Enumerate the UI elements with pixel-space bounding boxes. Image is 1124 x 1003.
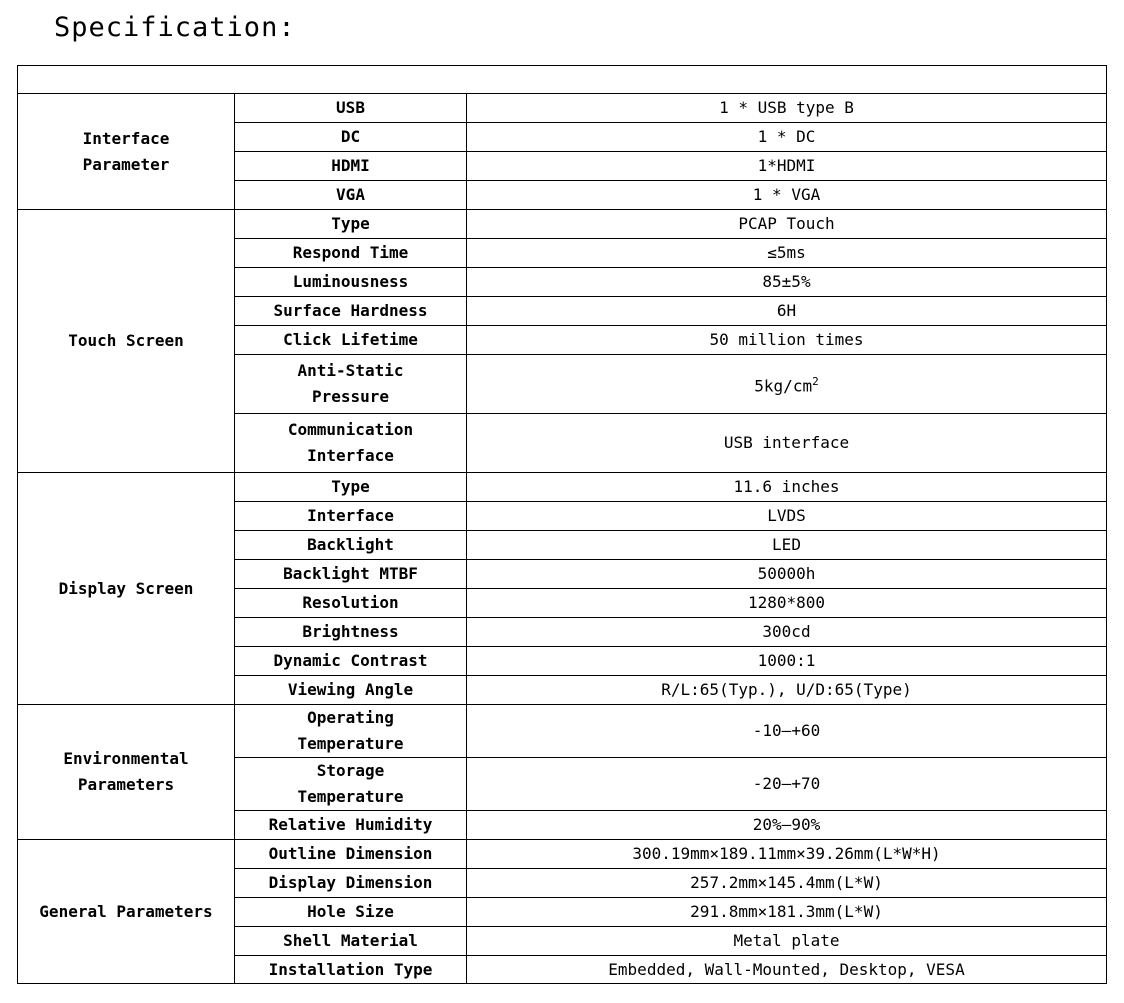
spec-label <box>235 705 467 758</box>
spec-label: DC <box>235 123 467 152</box>
spec-label-line: Pressure <box>311 387 390 406</box>
spec-label: Outline Dimension <box>235 840 467 869</box>
table-row <box>18 473 1107 502</box>
group-cell-touch-screen <box>18 210 235 473</box>
table-row <box>18 94 1107 123</box>
spec-label-line: Anti-Static <box>297 361 404 380</box>
spec-label <box>235 355 467 414</box>
spec-value: Embedded, Wall-Mounted, Desktop, VESA <box>467 956 1107 984</box>
spec-label: Resolution <box>235 589 467 618</box>
spec-label: Dynamic Contrast <box>235 647 467 676</box>
spec-value <box>467 355 1107 414</box>
spec-label: Backlight MTBF <box>235 560 467 589</box>
spec-value: -20—+70 <box>467 758 1107 811</box>
spec-label-line: Communication <box>287 420 414 439</box>
spec-value: ≤5ms <box>467 239 1107 268</box>
spec-label: HDMI <box>235 152 467 181</box>
spec-label-line: Temperature <box>297 734 404 753</box>
spec-label: Backlight <box>235 531 467 560</box>
spec-value: 1 * VGA <box>467 181 1107 210</box>
spec-value: 1*HDMI <box>467 152 1107 181</box>
spec-value: LED <box>467 531 1107 560</box>
spec-label <box>235 414 467 473</box>
spec-value: 257.2mm×145.4mm(L*W) <box>467 869 1107 898</box>
spec-label: Shell Material <box>235 927 467 956</box>
group-cell-display-screen <box>18 473 235 705</box>
spec-value: 50000h <box>467 560 1107 589</box>
spec-label: USB <box>235 94 467 123</box>
spec-label-line: Operating <box>307 708 394 727</box>
spec-label: Hole Size <box>235 898 467 927</box>
spec-value: R/L:65(Typ.), U/D:65(Type) <box>467 676 1107 705</box>
spec-value: 1280*800 <box>467 589 1107 618</box>
spec-value: 20%—90% <box>467 811 1107 840</box>
spec-value: 300.19mm×189.11mm×39.26mm(L*W*H) <box>467 840 1107 869</box>
spec-label: Viewing Angle <box>235 676 467 705</box>
spec-value: 11.6 inches <box>467 473 1107 502</box>
spec-value: USB interface <box>467 414 1107 473</box>
blank-header-cell <box>18 66 1107 94</box>
spec-label: Click Lifetime <box>235 326 467 355</box>
group-cell-interface-parameter <box>18 94 235 210</box>
spec-value: -10—+60 <box>467 705 1107 758</box>
spec-value: 6H <box>467 297 1107 326</box>
spec-label <box>235 758 467 811</box>
spec-label: Interface <box>235 502 467 531</box>
spec-label-line: Interface <box>307 446 394 465</box>
spec-label: VGA <box>235 181 467 210</box>
group-cell-environmental-parameters <box>18 705 235 840</box>
spec-label: Surface Hardness <box>235 297 467 326</box>
spec-value: 1 * DC <box>467 123 1107 152</box>
spec-label: Relative Humidity <box>235 811 467 840</box>
spec-label-line: Storage <box>316 761 385 780</box>
spec-label: Luminousness <box>235 268 467 297</box>
spec-value: 1000:1 <box>467 647 1107 676</box>
spec-value: 85±5% <box>467 268 1107 297</box>
spec-label: Type <box>235 473 467 502</box>
spec-value-superscript: 2 <box>812 374 819 388</box>
spec-label: Display Dimension <box>235 869 467 898</box>
spec-value: 300cd <box>467 618 1107 647</box>
specification-table <box>17 65 1107 984</box>
spec-value: Metal plate <box>467 927 1107 956</box>
spec-value: PCAP Touch <box>467 210 1107 239</box>
table-row <box>18 840 1107 869</box>
spec-value: 1 * USB type B <box>467 94 1107 123</box>
blank-header-row <box>18 66 1107 94</box>
spec-value-text: 5kg/cm <box>754 376 813 396</box>
group-name-line: Interface <box>82 128 170 148</box>
spec-value: LVDS <box>467 502 1107 531</box>
spec-label-line: Temperature <box>297 787 404 806</box>
table-row <box>18 210 1107 239</box>
page-title: Specification: <box>54 12 296 43</box>
spec-label: Brightness <box>235 618 467 647</box>
group-name-line: Parameter <box>82 154 170 174</box>
group-name-line: Touch Screen <box>68 331 184 350</box>
group-name-line: Parameters <box>77 775 175 794</box>
spec-label: Installation Type <box>235 956 467 984</box>
group-name-line: Display Screen <box>58 578 194 598</box>
spec-value: 50 million times <box>467 326 1107 355</box>
group-cell-general-parameters <box>18 840 235 984</box>
group-name-line: General Parameters <box>39 901 213 921</box>
table-row <box>18 705 1107 758</box>
group-name-line: Environmental <box>63 749 189 768</box>
spec-label: Respond Time <box>235 239 467 268</box>
spec-label: Type <box>235 210 467 239</box>
spec-value: 291.8mm×181.3mm(L*W) <box>467 898 1107 927</box>
